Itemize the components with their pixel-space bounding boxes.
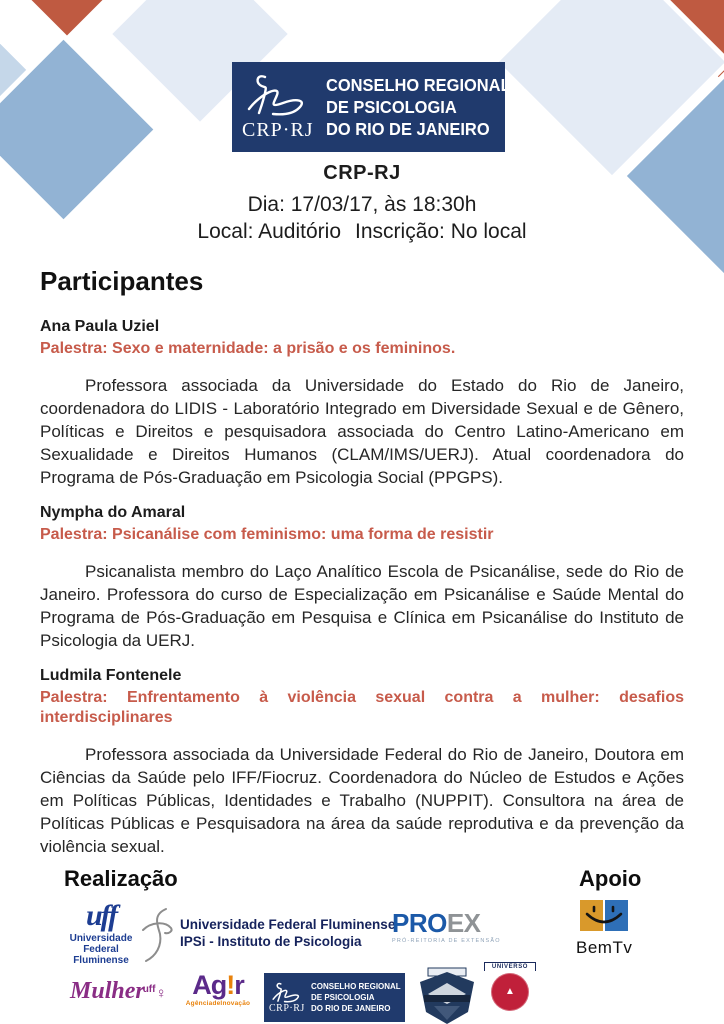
ipsi-script-glyph-icon <box>138 906 174 964</box>
event-title: CRP-RJ <box>323 162 401 184</box>
corner-diamond-red-top-left <box>18 0 117 35</box>
speaker-name: Nympha do Amaral <box>40 504 186 521</box>
crp-logo-acronym: CRP·RJ <box>242 118 314 141</box>
crp-logo-text: CONSELHO REGIONAL DE PSICOLOGIA DO RIO DE JANEIRO <box>325 75 511 139</box>
proex-logo <box>392 910 512 944</box>
agir-subtitle: AgênciadeInovação <box>185 1000 251 1007</box>
mulher-uff-sup: uff <box>142 983 156 995</box>
event-location-line <box>0 218 724 245</box>
proex-wordmark: PROEX <box>392 908 481 938</box>
crp-logo-left <box>242 73 314 142</box>
crp-rj-logo-small <box>264 973 405 1022</box>
crp-signature-glyph-icon <box>243 73 313 117</box>
speaker-name: Ludmila Fontenele <box>40 667 182 684</box>
crp-signature-glyph-icon <box>270 982 304 1003</box>
crp-logo-left <box>269 982 305 1014</box>
participants-heading: Participantes <box>40 266 204 296</box>
agir-wordmark: Ag!r <box>192 970 244 1000</box>
uff-logo <box>58 901 144 966</box>
uff-logo-text: Universidade Federal Fluminense <box>69 933 133 966</box>
university-seal-logo <box>416 966 478 1024</box>
event-inscription: Inscrição: No local <box>355 220 527 243</box>
crp-logo-acronym: CRP·RJ <box>269 1002 305 1014</box>
speaker-talk-title: Palestra: Enfrentamento à violência sexual contra a mulher: desafios interdisciplinares <box>40 689 684 726</box>
speaker-block-ludmila-fontenele <box>40 666 684 858</box>
speaker-block-ana-paula-uziel <box>40 317 684 489</box>
speaker-name: Ana Paula Uziel <box>40 318 160 335</box>
agir-logo <box>184 972 252 1007</box>
bemtv-logo <box>576 899 632 958</box>
speaker-bio: Professora associada da Universidade Federal do Rio de Janeiro, Doutora em Ciências da Saúde pelo IFF/Fiocruz. Coordenadora do Núcleo de Estudos e Ações em Políticas Públicas, Identidades e Trabalho (NUPPIT). Consultora na área de Políticas Públicas e Pesquisadora na área da saúde reprodutiva e da prevenção da violência sexual. <box>40 745 684 856</box>
bemtv-label: BemTv <box>576 938 633 957</box>
speaker-bio: Psicanalista membro do Laço Analítico Escola de Psicanálise, sede do Rio de Janeiro. Professora do curso de Especialização em Psicanálise e Saúde Mental do Programa de Pós-Graduação em Pesquisa e Clínica em Psicanálise do Instituto de Psicologia da UERJ. <box>40 562 684 650</box>
apoio-heading: Apoio <box>579 866 642 891</box>
participants-section <box>40 266 684 858</box>
female-symbol-icon: ♀ <box>155 985 167 1002</box>
event-date-line: Dia: 17/03/17, às 18:30h <box>247 193 477 216</box>
speaker-bio: Professora associada da Universidade do Estado do Rio de Janeiro, coordenadora do LIDIS - Laboratório Integrado em Diversidade Sexual e de Gênero, Políticas e Direitos e pesquisadora associada do Centro Latino-Americano em Sexualidade e Direitos Humanos (CLAM/IMS/UERJ). Atual coordenadora do Programa de Pós-Graduação em Psicologia Social (PPGPS). <box>40 376 684 487</box>
event-location: Local: Auditório <box>197 220 342 243</box>
event-header <box>0 162 724 245</box>
speaker-talk-title: Palestra: Sexo e maternidade: a prisão e os femininos. <box>40 340 456 357</box>
mulher-uff-logo <box>70 978 167 1005</box>
mulher-wordmark: Mulher <box>70 978 145 1004</box>
speaker-talk-title: Palestra: Psicanálise com feminismo: uma forma de resistir <box>40 526 494 543</box>
crp-logo-text: CONSELHO REGIONAL DE PSICOLOGIA DO RIO DE JANEIRO <box>310 981 401 1013</box>
universo-label: UNIVERSO <box>484 962 536 971</box>
realizacao-heading: Realização <box>64 866 178 891</box>
universo-seal-icon: ▲ <box>491 973 529 1011</box>
universo-logo <box>484 962 536 1011</box>
ipsi-logo-text: Universidade Federal Fluminense IPSi - Instituto de Psicologia <box>180 917 396 949</box>
uff-wordmark: uff <box>85 899 117 932</box>
crp-rj-logo <box>232 62 511 152</box>
speaker-block-nympha-do-amaral <box>40 503 684 652</box>
proex-subtitle: PRÓ-REITORIA DE EXTENSÃO <box>392 938 501 944</box>
bemtv-smiley-icon <box>579 899 629 932</box>
